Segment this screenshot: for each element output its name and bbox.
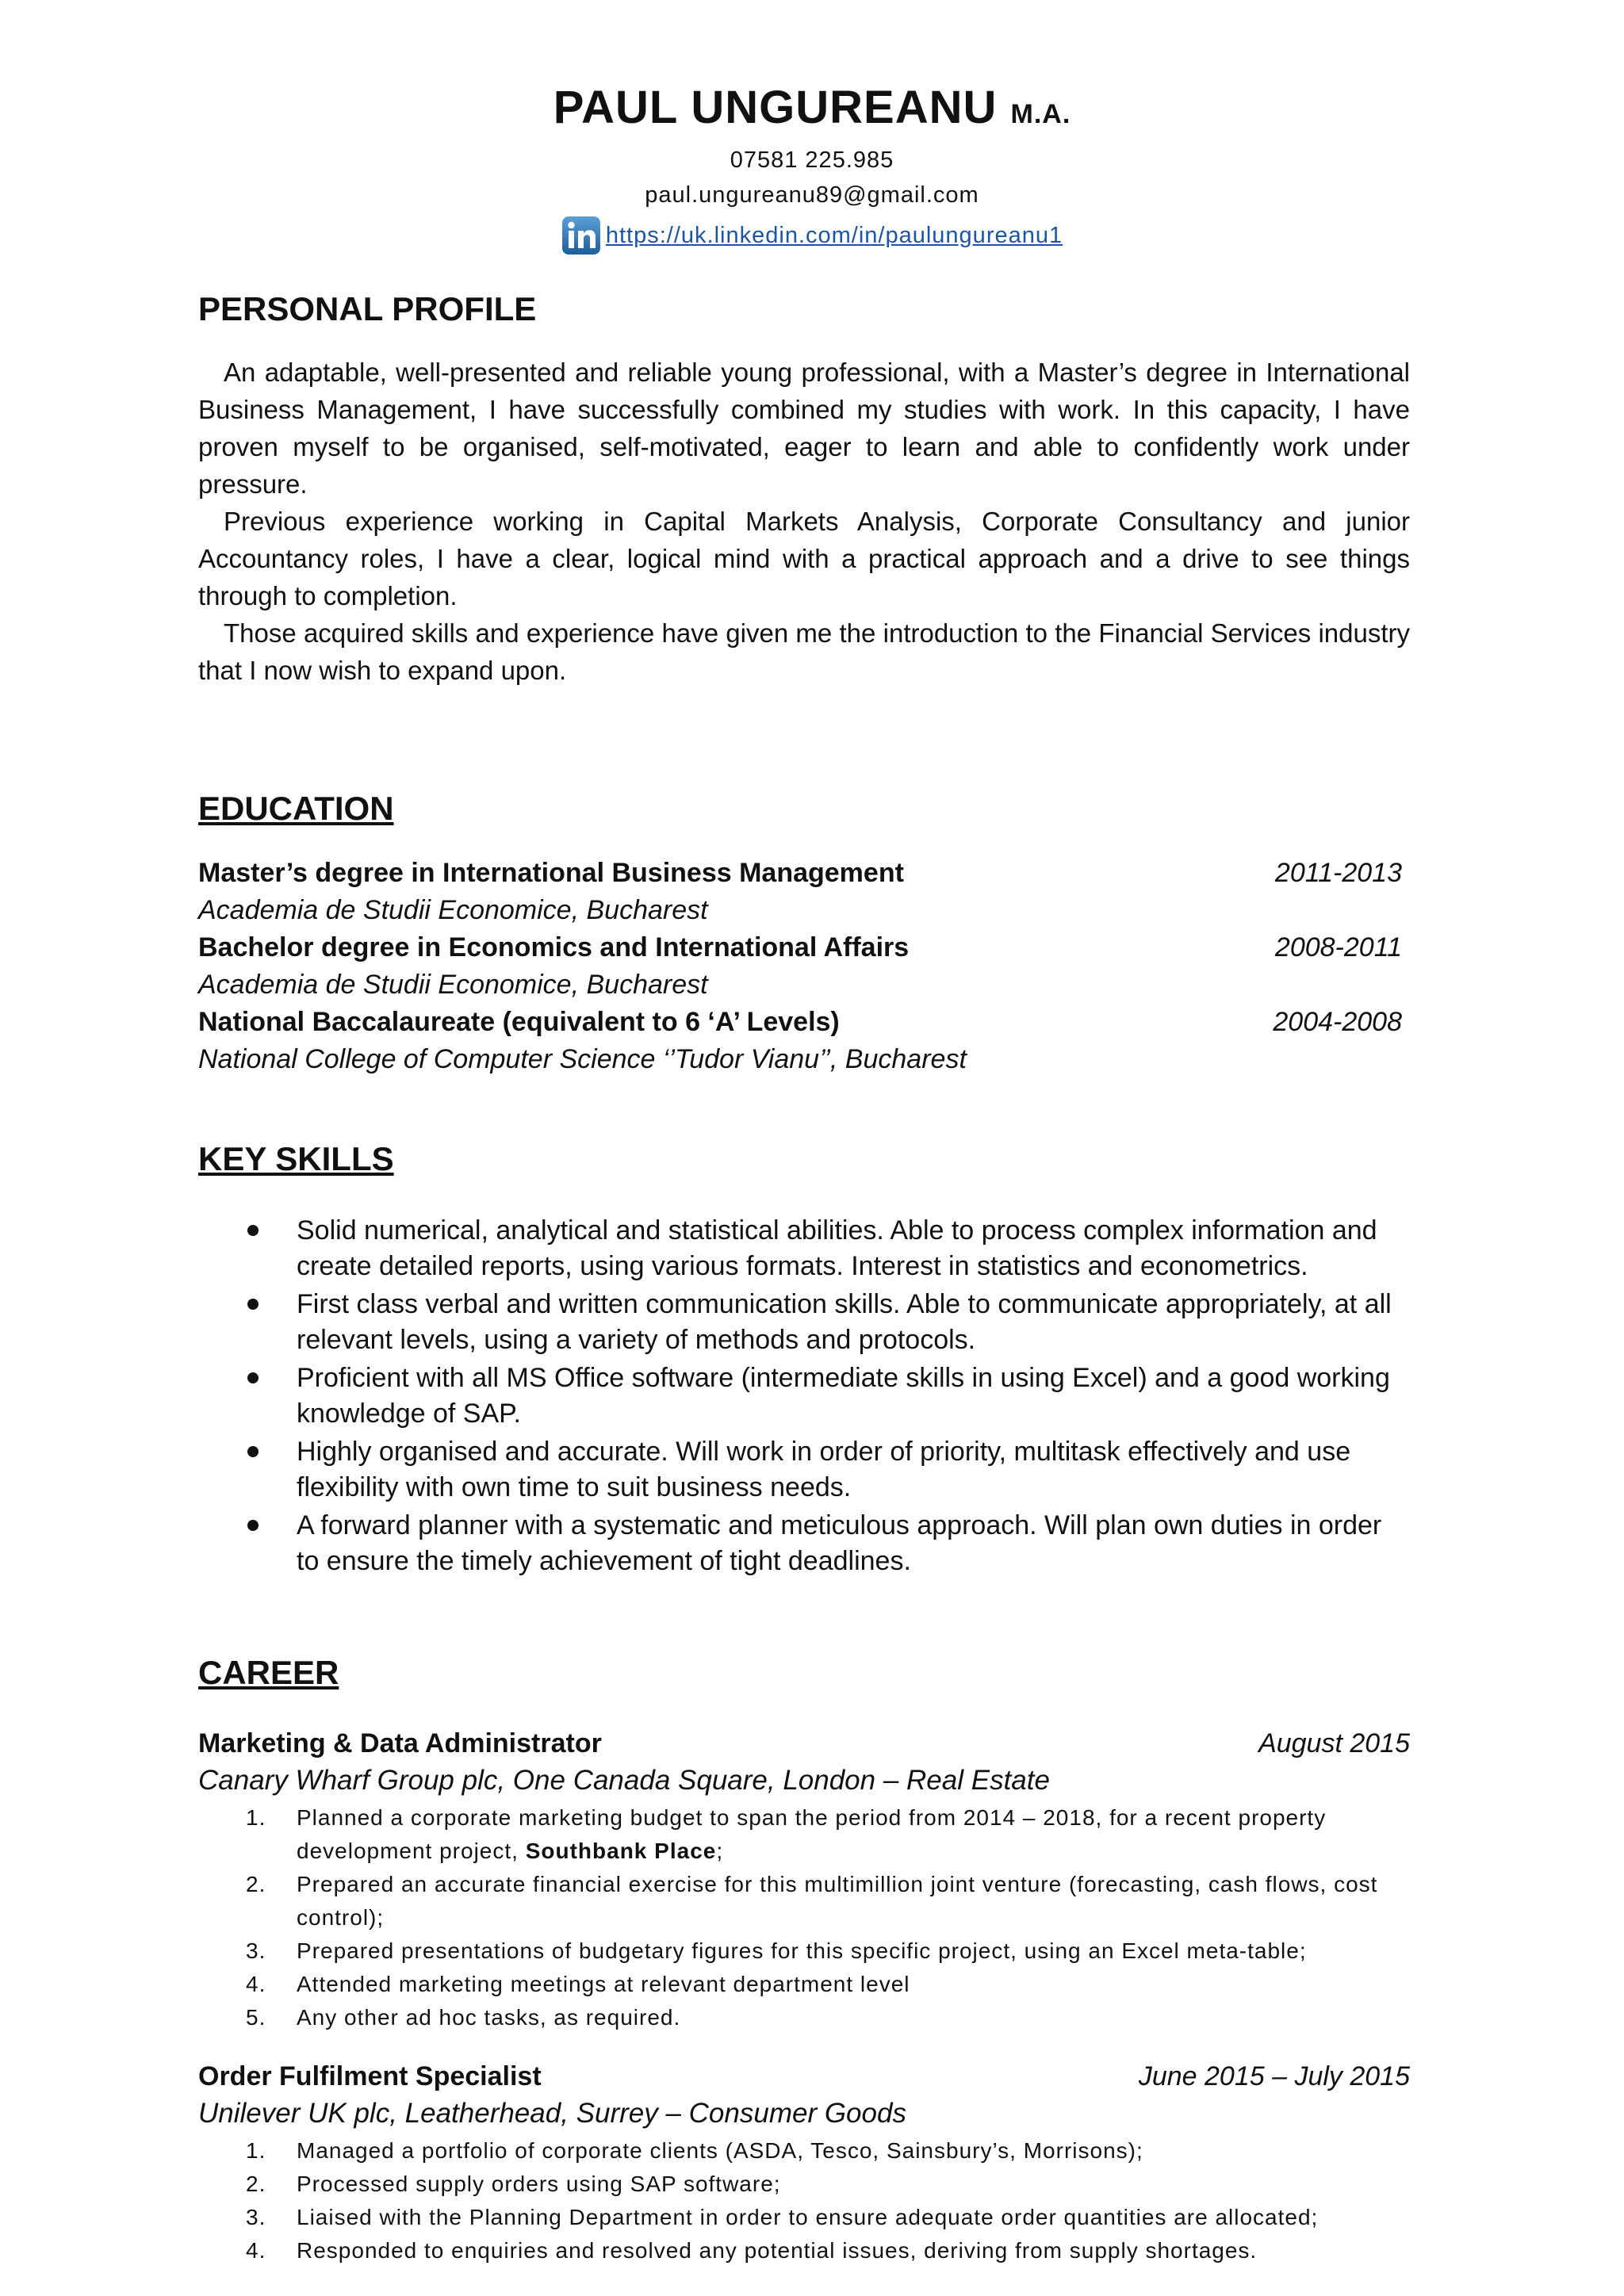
job-entry [198, 1725, 1410, 2034]
duty-text: Planned a corporate marketing budget to span the period from 2014 – 2018, for a recent property development project, [297, 1805, 1327, 1863]
duty-text-end: ; [716, 1839, 724, 1863]
job-header [198, 1725, 1410, 1762]
phone-number: 07581 225.985 [730, 147, 894, 173]
job-company: Canary Wharf Group plc, One Canada Square, London – Real Estate [198, 1765, 1050, 1796]
duty-item [198, 2134, 1410, 2168]
duty-text: Any other ad hoc tasks, as required. [297, 2005, 681, 2030]
job-date: August 2015 [1258, 1728, 1410, 1758]
duty-item [198, 2201, 1410, 2234]
linkedin-icon [561, 216, 601, 255]
bullet-icon [247, 1520, 259, 1531]
job-company: Unilever UK plc, Leatherhead, Surrey – Consumer Goods [198, 2098, 906, 2129]
career-heading: CAREER [198, 1654, 339, 1691]
education-section [198, 786, 1410, 1078]
degree-name: Master’s degree in International Business Management [198, 858, 904, 888]
school-name: Academia de Studii Economice, Bucharest [198, 970, 708, 1000]
degree-name: Bachelor degree in Economics and International Affairs [198, 932, 910, 962]
degree-name: National Baccalaureate (equivalent to 6 ‘A’ Levels) [198, 1007, 840, 1037]
bullet-icon [247, 1446, 259, 1457]
skill-text: Highly organised and accurate. Will work in order of priority, multitask effectively and use flexibility with own time to suit business needs. [297, 1437, 1351, 1502]
education-entry [198, 855, 1410, 892]
skill-text: First class verbal and written communication skills. Able to communicate appropriately, at all relevant levels, using a variety of methods and protocols. [297, 1289, 1392, 1355]
duty-text: Liaised with the Planning Department in order to ensure adequate order quantities are allocated; [297, 2205, 1319, 2229]
degree-years: 2008-2011 [1274, 932, 1402, 962]
duty-item [198, 1801, 1410, 1868]
skill-item [198, 1287, 1410, 1358]
skill-item [198, 1508, 1410, 1579]
candidate-name: PAUL UNGUREANU [553, 82, 998, 133]
key-skills-section [198, 1137, 1410, 1582]
duty-item [198, 2001, 1410, 2034]
linkedin-row [0, 216, 1624, 255]
duties-list [198, 2134, 1410, 2267]
linkedin-link[interactable]: https://uk.linkedin.com/in/paulungureanu1 [605, 222, 1063, 248]
bullet-icon [247, 1299, 259, 1310]
education-entry [198, 1004, 1410, 1041]
duty-number: 4. [246, 2238, 266, 2263]
duty-text: Managed a portfolio of corporate clients (ASDA, Tesco, Sainsbury’s, Morrisons); [297, 2138, 1143, 2163]
duty-number: 5. [246, 2005, 266, 2030]
skill-item [198, 1213, 1410, 1284]
profile-paragraph: Previous experience working in Capital Markets Analysis, Corporate Consultancy and junior Accountancy roles, I have a clear, logical mind with a practical approach and a drive to see things through to completion. [198, 507, 1410, 610]
duty-number: 3. [246, 1938, 266, 1963]
duty-highlight: Southbank Place [525, 1839, 717, 1863]
job-header [198, 2058, 1410, 2095]
skill-text: Solid numerical, analytical and statistical abilities. Able to process complex information and create detailed reports, using various formats. Interest in statistics and econometrics. [297, 1215, 1377, 1281]
duty-number: 1. [246, 1805, 266, 1830]
duty-text: Responded to enquiries and resolved any potential issues, deriving from supply shortages. [297, 2238, 1258, 2263]
personal-profile-heading: PERSONAL PROFILE [198, 290, 537, 327]
duty-text: Attended marketing meetings at relevant department level [297, 1972, 910, 1996]
duties-list [198, 1801, 1410, 2034]
profile-paragraph: Those acquired skills and experience have given me the introduction to the Financial Services industry that I now wish to expand upon. [198, 618, 1410, 685]
school-name: National College of Computer Science ‘’Tudor Vianu’’, Bucharest [198, 1044, 967, 1074]
name-suffix: M.A. [1010, 99, 1071, 129]
job-entry [198, 2058, 1410, 2267]
candidate-name-line [0, 79, 1624, 143]
skills-list [198, 1213, 1410, 1579]
skill-item [198, 1360, 1410, 1432]
duty-item [198, 2234, 1410, 2267]
email-address: paul.ungureanu89@gmail.com [645, 182, 979, 208]
duty-number: 3. [246, 2205, 266, 2229]
duty-text: Prepared an accurate financial exercise for this multimillion joint venture (forecasting, cash flows, cost control); [297, 1872, 1378, 1930]
degree-years: 2004-2008 [1273, 1007, 1402, 1037]
school-name: Academia de Studii Economice, Bucharest [198, 895, 708, 925]
career-section [198, 1651, 1410, 2267]
duty-item [198, 2168, 1410, 2201]
skill-item [198, 1434, 1410, 1506]
skill-text: A forward planner with a systematic and meticulous approach. Will plan own duties in order to ensure the timely achievement of tight deadlines. [297, 1510, 1382, 1576]
personal-profile-section [198, 287, 1410, 689]
education-entry [198, 929, 1410, 966]
duty-number: 2. [246, 2172, 266, 2196]
key-skills-heading: KEY SKILLS [198, 1140, 394, 1177]
duty-item [198, 1868, 1410, 1934]
skill-text: Proficient with all MS Office software (intermediate skills in using Excel) and a good working knowledge of SAP. [297, 1363, 1390, 1429]
duty-text: Processed supply orders using SAP software; [297, 2172, 781, 2196]
duty-item [198, 1934, 1410, 1968]
duty-item [198, 1968, 1410, 2001]
bullet-icon [247, 1372, 259, 1383]
profile-paragraph: An adaptable, well-presented and reliable young professional, with a Master’s degree in International Business Management, I have successfully combined my studies with work. In this capacity, I have proven myself to be organised, self-motivated, eager to learn and able to confidently work under pressure. [198, 358, 1410, 499]
job-title: Order Fulfilment Specialist [198, 2061, 542, 2091]
duty-number: 1. [246, 2138, 266, 2163]
duty-number: 4. [246, 1972, 266, 1996]
cv-header [0, 79, 1624, 255]
job-title: Marketing & Data Administrator [198, 1728, 602, 1758]
bullet-icon [247, 1225, 259, 1236]
education-heading: EDUCATION [198, 790, 394, 827]
degree-years: 2011-2013 [1274, 858, 1402, 888]
job-date: June 2015 – July 2015 [1138, 2061, 1410, 2091]
duty-number: 2. [246, 1872, 266, 1896]
duty-text: Prepared presentations of budgetary figures for this specific project, using an Excel meta-table; [297, 1938, 1307, 1963]
